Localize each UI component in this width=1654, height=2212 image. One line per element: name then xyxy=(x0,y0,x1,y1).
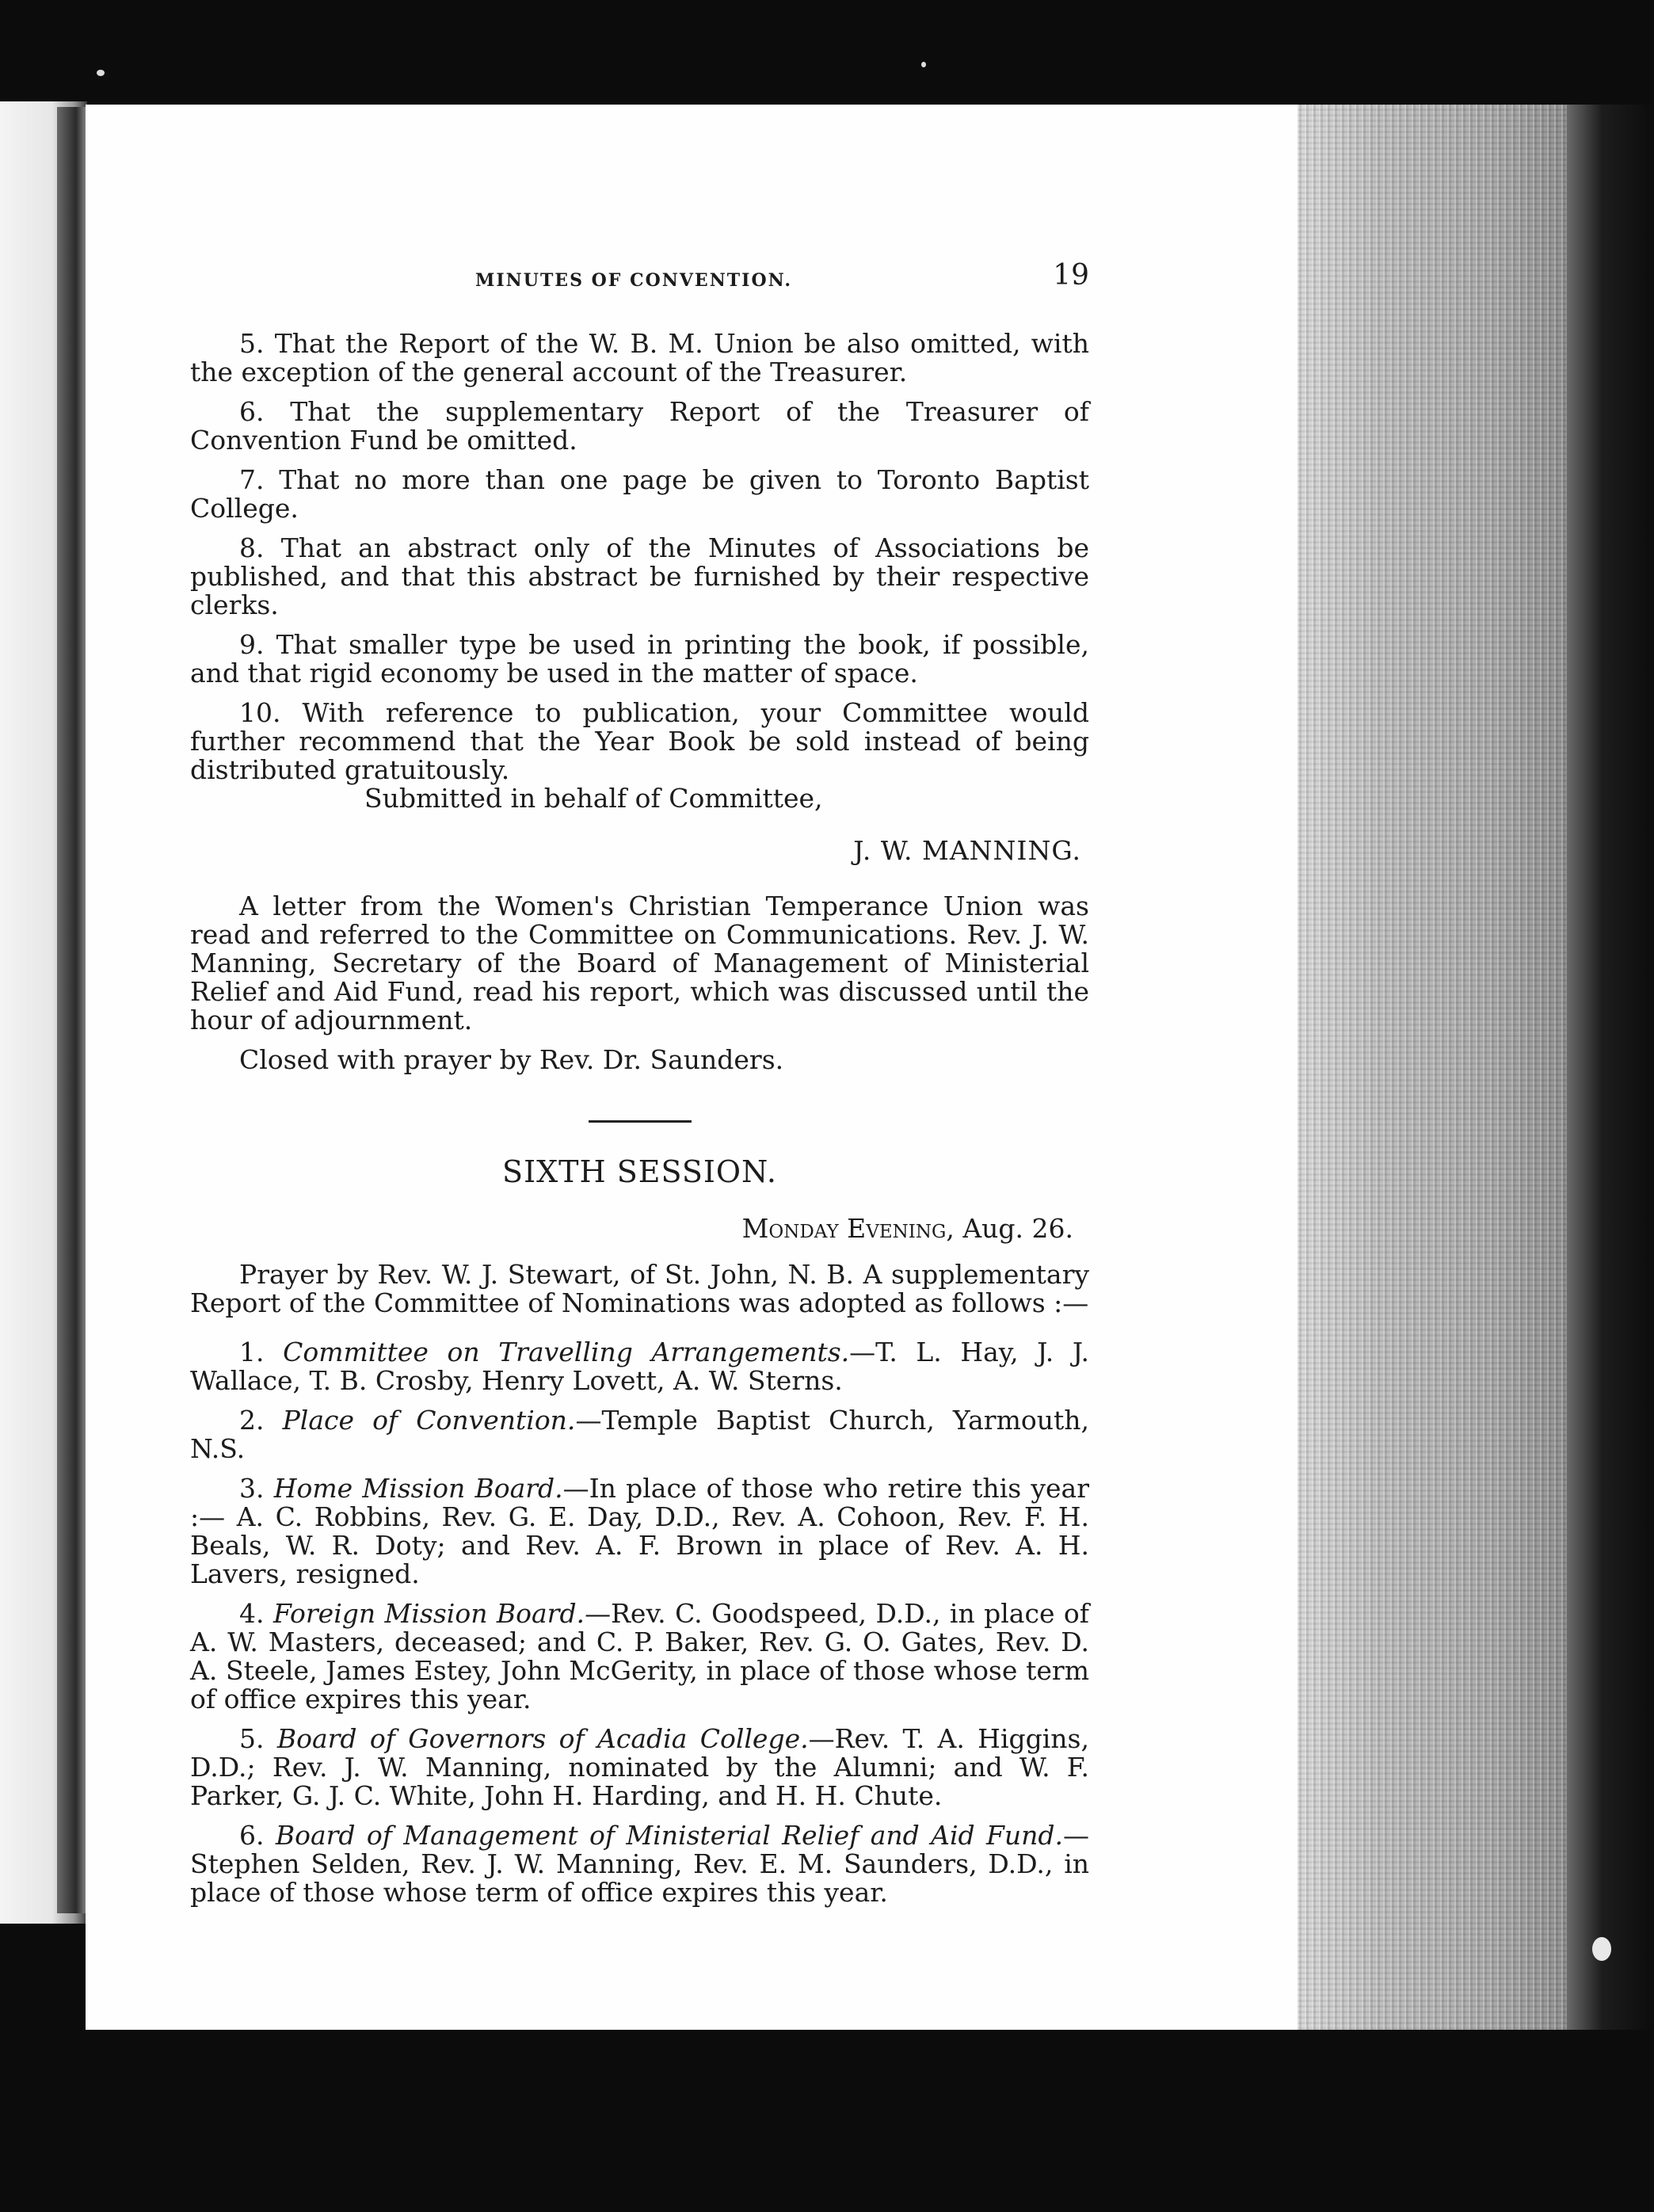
nomination-number: 6. xyxy=(239,1820,265,1851)
nomination-number: 1. xyxy=(239,1337,265,1367)
report-item: 6. That the supplementary Report of the Treasurer of Convention Fund be omitted. xyxy=(190,396,1089,456)
report-item: 5. That the Report of the W. B. M. Union be also omitted, with the exception of the general account of the Treasurer. xyxy=(190,328,1089,387)
signature: J. W. MANNING. xyxy=(853,835,1081,866)
dateline-day: Monday Evening, xyxy=(741,1213,955,1244)
nomination-title: Committee on Travelling Arrangements. xyxy=(283,1337,850,1367)
page-header xyxy=(190,261,1089,301)
nomination-item xyxy=(190,1725,1089,1810)
nomination-title: Home Mission Board. xyxy=(273,1473,563,1504)
nomination-text: —Rev. C. Goodspeed, D.D., in place of A. W. Masters, deceased; and C. P. Baker, Rev. G. O. Gates, Rev. D. A. Steele, James Estey, John McGerity, in place of those whose term of office expires this year. xyxy=(190,1598,1090,1714)
nomination-number: 4. xyxy=(239,1598,265,1629)
scan-speck xyxy=(97,70,105,76)
nomination-number: 2. xyxy=(239,1405,265,1436)
report-item: 7. That no more than one page be given to Toronto Baptist College. xyxy=(190,464,1089,524)
nomination-text: —In place of those who retire this year :— A. C. Robbins, Rev. G. E. Day, D.D., Rev. A. Cohoon, Rev. F. H. Beals, W. R. Doty; and Rev. A. F. Brown in place of Rev. A. H. Lavers, resigned. xyxy=(190,1473,1089,1589)
nomination-text: — Stephen Selden, Rev. J. W. Manning, Rev. E. M. Saunders, D.D., in place of those whose term of office expires this year. xyxy=(190,1820,1089,1908)
nomination-item xyxy=(190,1406,1089,1463)
nomination-item xyxy=(190,1338,1089,1395)
session-intro: Prayer by Rev. W. J. Stewart, of St. John, N. B. A supplementary Report of the Committee of Nominations was adopted as follows :— xyxy=(190,1259,1089,1318)
submitted-line: Submitted in behalf of Committee, xyxy=(364,783,823,814)
scan-speck xyxy=(921,62,926,67)
page-number: 19 xyxy=(1053,259,1089,292)
nomination-text: —Temple Baptist Church, Yarmouth, N.S. xyxy=(190,1405,1089,1464)
session-dateline xyxy=(190,1215,1089,1243)
nomination-title: Board of Management of Ministerial Relief and Aid Fund. xyxy=(275,1820,1063,1851)
nomination-title: Foreign Mission Board. xyxy=(272,1598,585,1629)
page-text xyxy=(190,261,1089,1907)
dateline-date: Aug. 26. xyxy=(962,1213,1073,1244)
nomination-item xyxy=(190,1600,1089,1714)
nomination-title: Board of Governors of Acadia College. xyxy=(276,1723,809,1754)
session-title: SIXTH SESSION. xyxy=(502,1154,777,1189)
running-title: MINUTES OF CONVENTION. xyxy=(475,270,792,291)
book-spine-shadow xyxy=(57,107,89,1913)
report-item: 9. That smaller type be used in printing the book, if possible, and that rigid economy be used in the matter of space. xyxy=(190,629,1089,688)
nomination-title: Place of Convention. xyxy=(282,1405,576,1436)
scan-speck xyxy=(1592,1937,1611,1961)
report-item: 10. With reference to publication, your Committee would further recommend that the Year Book be sold instead of being distributed gratuitously. xyxy=(190,697,1089,785)
section-divider xyxy=(589,1120,692,1123)
page-edges-texture xyxy=(1298,105,1567,2030)
report-item: 8. That an abstract only of the Minutes of Associations be published, and that this abstract be furnished by their respective clerks. xyxy=(190,532,1089,620)
nomination-item xyxy=(190,1474,1089,1588)
nomination-text: —T. L. Hay, J. J. Wallace, T. B. Crosby, Henry Lovett, A. W. Sterns. xyxy=(190,1337,1090,1396)
nomination-number: 3. xyxy=(239,1473,265,1504)
body-paragraph: A letter from the Women's Christian Temperance Union was read and referred to the Committee on Communications. Rev. J. W. Manning, Secretary of the Board of Management of Ministerial Relief and Aid Fund, read his report, which was discussed until the hour of adjournment. xyxy=(190,891,1089,1035)
body-paragraph: Closed with prayer by Rev. Dr. Saunders. xyxy=(239,1044,784,1075)
nomination-text: —Rev. T. A. Higgins, D.D.; Rev. J. W. Manning, nominated by the Alumni; and W. F. Parker, G. J. C. White, John H. Harding, and H. H. Chute. xyxy=(190,1723,1089,1811)
scan-border xyxy=(1567,105,1654,2030)
nomination-item xyxy=(190,1821,1089,1907)
nomination-number: 5. xyxy=(239,1723,265,1754)
